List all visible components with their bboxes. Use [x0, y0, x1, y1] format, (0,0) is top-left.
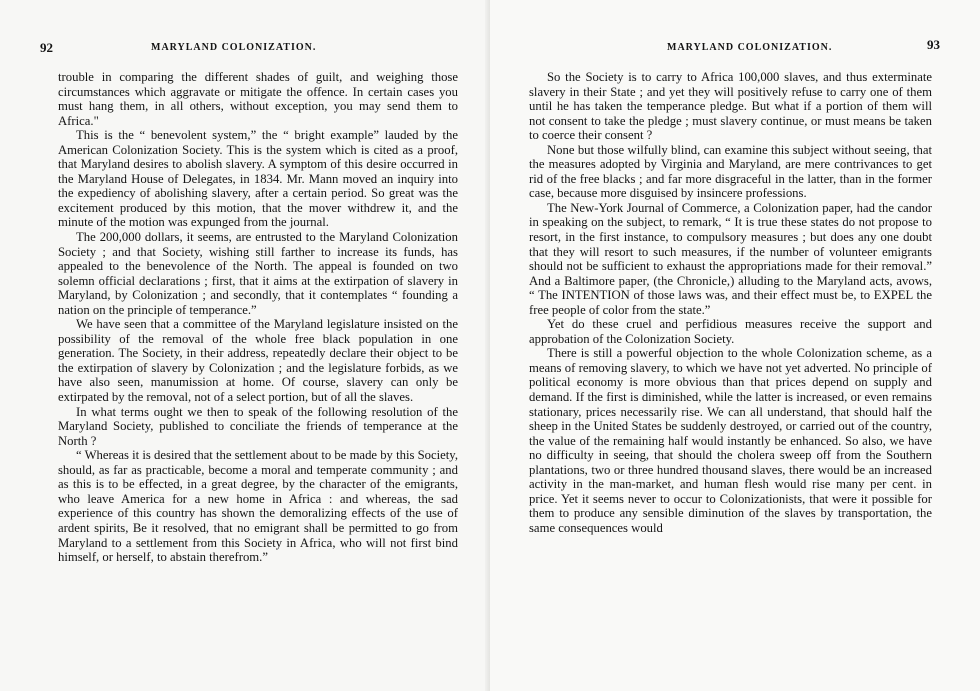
- right-page-number: 93: [927, 37, 940, 52]
- left-paragraph-3: The 200,000 dollars, it seems, are entrusted to the Maryland Colonization Society ; and that Society, wishing still farther to increase its funds, has appealed to the benevolence of the North. The appeal is founded on two solemn official declarations ; first, that it aims at the extirpation of slavery in Maryland, by Colonization ; and secondly, that it contemplates “ founding a nation on the principle of temperance.”: [58, 230, 458, 317]
- left-page-header: [40, 38, 450, 58]
- right-running-head: MARYLAND COLONIZATION.: [667, 42, 833, 53]
- left-paragraph-2: This is the “ benevolent system,” the “ bright example” lauded by the American Colonization Society. This is the system which is cited as a proof, that Maryland desires to abolish slavery. A symptom of this desire occurred in the Maryland House of Delegates, in 1834. Mr. Mann moved an inquiry into the expediency of abolishing slavery, after a certain period. So great was the excitement produced by this motion, that the mover withdrew it, and the minute of the motion was expunged from the journal.: [58, 128, 458, 230]
- left-page-number: 92: [40, 40, 53, 55]
- right-paragraph-5: There is still a powerful objection to the whole Colonization scheme, as a means of removing slavery, to which we have not yet adverted. No principle of political economy is more obvious than that prices depend on supply and demand. If the first is diminished, while the latter is increased, or even remains stationary, prices necessarily rise. We can all understand, that should half the sheep in the United States be suddenly destroyed, or carried out of the country, the value of the remaining half would instantly be enhanced. So also, we have no difficulty in seeing, that should the cholera sweep off from the Southern plantations, two or three hundred thousand slaves, there would be an increased activity in the man-market, and human flesh would rise many per cent. in price. Yet it seems never to occur to Colonizationists, that were it possible for them to produce any sensible diminution of the slaves by transportation, the same consequences would: [529, 346, 932, 535]
- right-paragraph-3: The New-York Journal of Commerce, a Colonization paper, had the candor in speaking on the subject, to remark, “ It is true these states do not propose to resort, in the first instance, to compulsory measures ; but does any one doubt that they will resort to such measures, if the number of volunteer emigrants should not be sufficient to exhaust the appropriations made for their removal.” And a Baltimore paper, (the Chronicle,) alluding to the Maryland acts, avows, “ The INTENTION of those laws was, and their effect must be, to EXPEL the free people of color from the state.”: [529, 200, 932, 317]
- left-page-body: [58, 70, 458, 565]
- left-paragraph-6: “ Whereas it is desired that the settlement about to be made by this Society, should, as far as practicable, become a moral and temperate community ; and as this is to be effected, in a great degree, by the character of the emigrants, who leave America for a new home in Africa : and whereas, the sad experience of this country has shown the demoralizing effects of the use of ardent spirits, Be it resolved, that no emigrant shall be permitted to go from Maryland to a settlement from this Society in Africa, who will not first bind himself, or herself, to abstain therefrom.”: [58, 448, 458, 565]
- right-paragraph-2: None but those wilfully blind, can examine this subject without seeing, that the measures adopted by Virginia and Maryland, are mere contrivances to get rid of the free blacks ; and far more disgraceful in the latter, than in the former case, because more disguised by insincere professions.: [529, 142, 932, 201]
- left-paragraph-1: trouble in comparing the different shades of guilt, and weighing those circumstances which aggravate or mitigate the offence. In certain cases you must hang them, in all others, without exception, you may send them to Africa.": [58, 70, 458, 128]
- right-page-header: [530, 38, 940, 58]
- left-paragraph-4: We have seen that a committee of the Maryland legislature insisted on the possibility of the removal of the whole free black population in one generation. The Society, in their address, repeatedly declare their object to be the extirpation of slavery by Colonization ; and the legislature forbids, as we have also seen, manumission at home. Of course, slavery can only be extirpated by the removal, not of a select portion, but of all the slaves.: [58, 317, 458, 405]
- left-running-head: MARYLAND COLONIZATION.: [151, 42, 317, 53]
- left-paragraph-5: In what terms ought we then to speak of the following resolution of the Maryland Society, published to conciliate the friends of temperance at the North ?: [58, 404, 458, 448]
- right-page: [490, 0, 980, 691]
- right-page-body: [529, 70, 932, 536]
- right-paragraph-1: So the Society is to carry to Africa 100,000 slaves, and thus exterminate slavery in their State ; and yet they will positively refuse to carry one of them until he has taken the temperance pledge. But what if a portion of them will not consent to take the pledge ; must slavery continue, or must means be taken to coerce their consent ?: [529, 70, 932, 143]
- right-paragraph-4: Yet do these cruel and perfidious measures receive the support and approbation of the Colonization Society.: [529, 317, 932, 346]
